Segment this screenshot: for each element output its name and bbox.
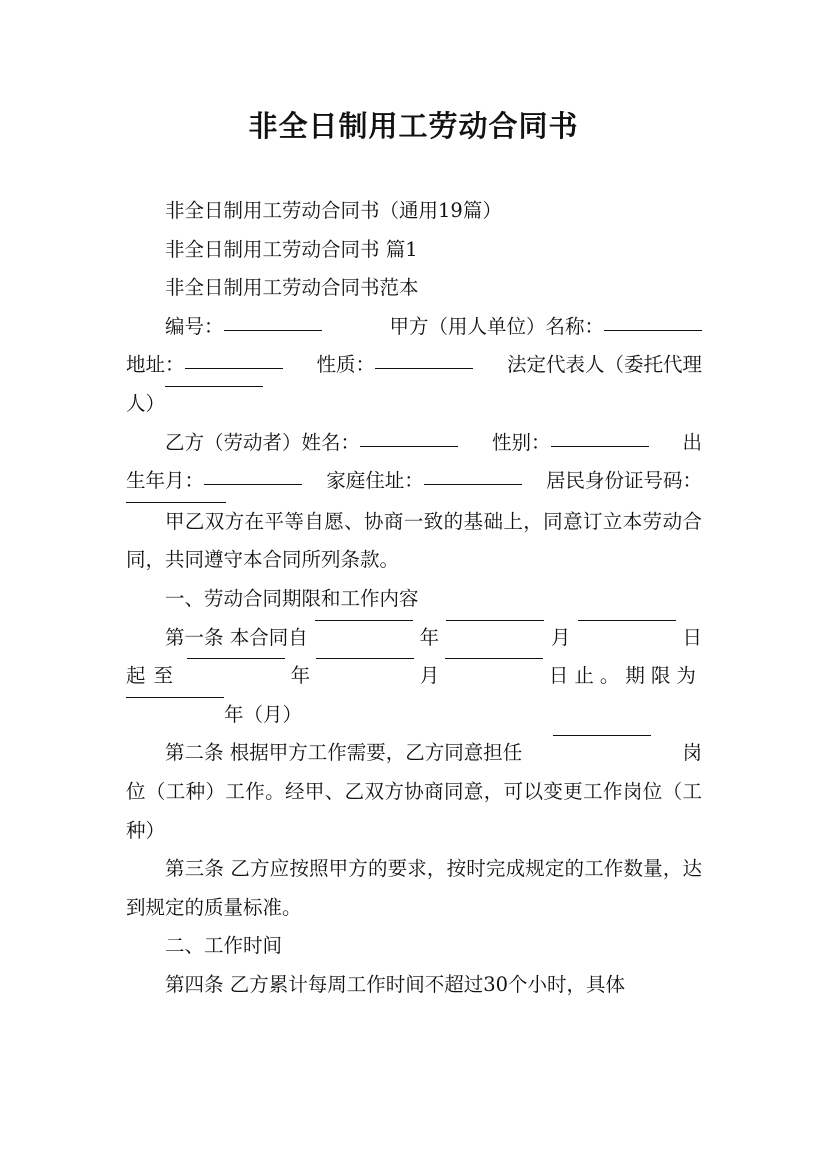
label-xingbie: 性别： (492, 424, 649, 463)
label-jumin: 居民身份证号码： (545, 469, 702, 493)
blank-field (187, 657, 285, 659)
paragraph-article-4: 第四条 乙方累计每周工作时间不超过30个小时，具体 (165, 972, 626, 996)
paragraph-article-3: 第三条 乙方应按照甲方的要求，按时完成规定的工作数量，达到规定的质量标准。 (126, 857, 702, 919)
document-title: 非全日制用工劳动合同书 (248, 109, 579, 143)
label-jiafang: 甲方（用人单位）名称： (389, 308, 702, 347)
text-a1: 第一条 本合同自 (165, 625, 308, 649)
line-article-1b (126, 657, 702, 696)
blank-field (424, 483, 522, 485)
line-heading-1 (126, 192, 702, 231)
label-shengnian: 生年月： (126, 462, 302, 501)
text-a2a: 第二条 根据甲方工作需要，乙方同意担任 (165, 741, 523, 765)
blank-field (165, 385, 263, 387)
text-yue: 月 (551, 625, 571, 649)
text-ri: 日 (682, 625, 702, 649)
text-l2: 非全日制用工劳动合同书 篇1 (165, 237, 418, 261)
paragraph-jiayi: 甲乙双方在平等自愿、协商一致的基础上，同意订立本劳动合同，共同遵守本合同所列条款。 (126, 509, 702, 572)
line-bianhao (126, 308, 702, 347)
blank-field (445, 657, 543, 659)
text-s1: 一、劳动合同期限和工作内容 (165, 586, 419, 610)
blank-field (375, 367, 473, 369)
line-article-2a (126, 734, 702, 773)
section-heading-1 (126, 580, 702, 619)
text-nian: 年 (419, 625, 440, 649)
paragraph-article-2b: 位（工种）工作。经甲、乙双方协商同意，可以变更工作岗位（工种） (126, 779, 702, 842)
line-shengnian (126, 462, 702, 501)
blank-field (185, 367, 283, 369)
blank-field (446, 619, 544, 621)
text-qizhi: 起至 (126, 664, 182, 688)
blank-field (604, 329, 702, 331)
text-l1: 非全日制用工劳动合同书（通用19篇） (165, 199, 502, 222)
text-yue-2: 月 (419, 664, 440, 688)
blank-field (578, 619, 676, 621)
label-bianhao: 编号： (165, 308, 322, 347)
blank-field (204, 483, 302, 485)
blank-field (316, 657, 414, 659)
label-yifang: 乙方（劳动者）姓名： (165, 424, 458, 463)
text-rizhi-qixian: 日止。期限为 (548, 664, 702, 688)
label-fading: 法定代表人（委托代理 (506, 353, 702, 377)
label-ren: 人） (126, 391, 166, 415)
line-heading-2 (126, 231, 702, 270)
blank-field (126, 696, 224, 698)
line-ren (126, 385, 702, 424)
line-article-1c (126, 696, 702, 735)
label-jiating: 家庭住址： (326, 462, 522, 501)
blank-field (551, 445, 649, 447)
label-xingzhi: 性质： (316, 346, 473, 385)
line-yifang (126, 424, 702, 463)
section-heading-2 (126, 927, 702, 966)
text-nian-yue: 年（月） (224, 702, 303, 726)
label-dizhi: 地址： (126, 346, 283, 385)
blank-field (224, 329, 322, 331)
line-article-1a (126, 619, 702, 658)
blank-field (315, 619, 413, 621)
label-chu: 出 (682, 430, 702, 454)
text-s2: 二、工作时间 (165, 934, 283, 958)
line-heading-3 (126, 269, 702, 308)
blank-field (553, 734, 651, 736)
text-gang: 岗 (682, 741, 702, 765)
text-l3: 非全日制用工劳动合同书范本 (165, 276, 419, 300)
document-body (126, 192, 702, 1004)
blank-field (360, 445, 458, 447)
text-nian-2: 年 (290, 664, 311, 688)
line-dizhi (126, 346, 702, 385)
